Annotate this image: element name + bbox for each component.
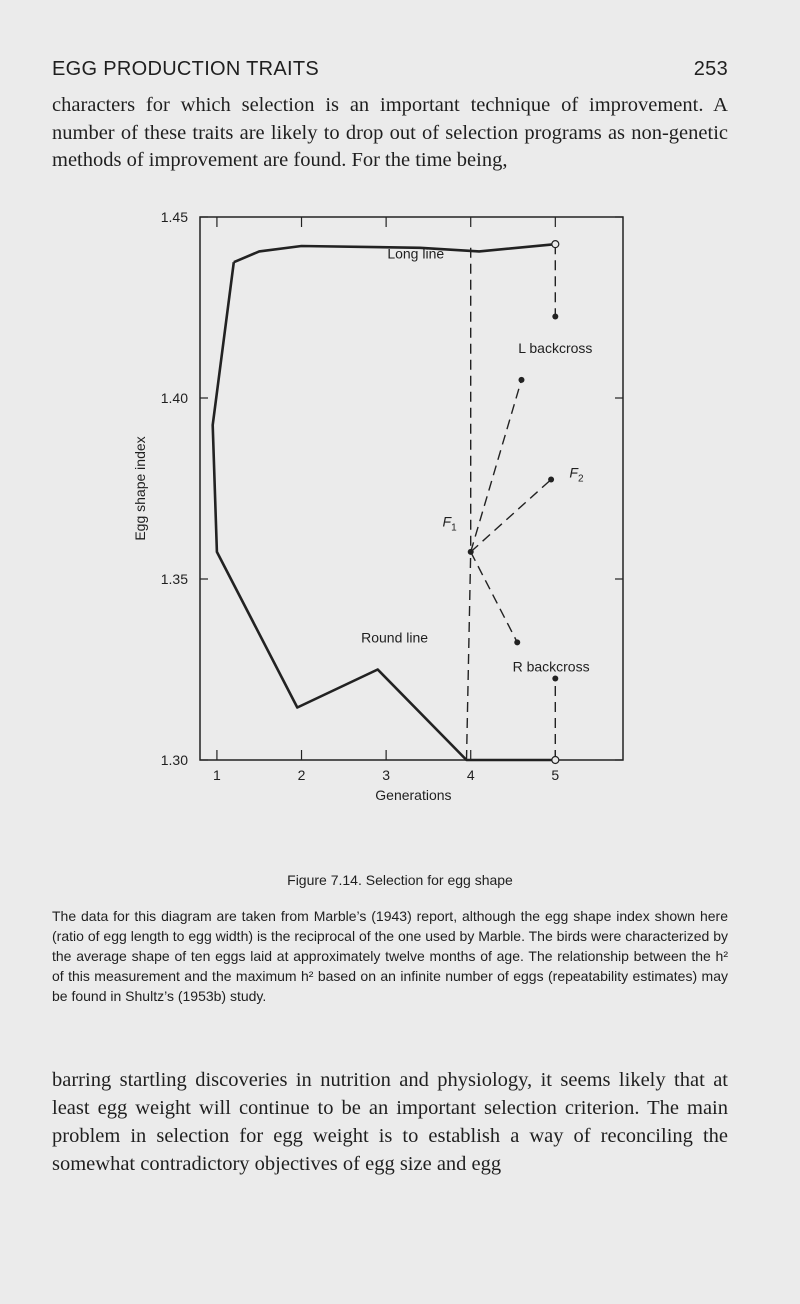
body-paragraph-top: characters for which selection is an important technique of improvement. A number of these traits are likely to drop out of selection programs as non-genetic methods of improvement are found. For the time being, [52, 94, 728, 171]
arrowhead [552, 676, 558, 682]
chart-annotation: Round line [361, 629, 429, 646]
y-tick-label: 1.40 [160, 390, 188, 406]
arrowhead [548, 476, 554, 482]
x-tick-label: 2 [297, 767, 306, 783]
series-line [471, 380, 522, 552]
annotation-subscript: 1 [451, 522, 457, 534]
plot-frame [200, 217, 623, 760]
chart-annotation: $F_1$ [442, 513, 457, 534]
y-axis-label: Egg shape index [132, 436, 148, 541]
y-tick-label: 1.45 [160, 209, 188, 225]
arrowhead [552, 314, 558, 320]
chart-annotation: R backcross [512, 658, 590, 675]
chart-annotation: Long line [387, 245, 445, 262]
x-tick-label: 1 [213, 767, 221, 783]
x-axis-label: Generations [375, 787, 452, 803]
series-line [471, 480, 551, 552]
y-tick-label: 1.35 [160, 571, 188, 587]
running-head [52, 58, 728, 81]
x-tick-label: 3 [382, 767, 391, 783]
endpoint-marker [552, 241, 559, 248]
y-tick-label: 1.30 [160, 752, 188, 768]
arrowhead [468, 549, 474, 555]
page-number: 253 [693, 58, 728, 80]
chart-annotation: $F_2$ [569, 464, 584, 485]
arrowhead [514, 639, 520, 645]
egg-shape-chart [130, 200, 630, 820]
series-line [213, 262, 556, 760]
arrowhead [518, 377, 524, 383]
endpoint-marker [552, 757, 559, 764]
body-paragraph-bottom: barring startling discoveries in nutrition and physiology, it seems likely that at least egg weight will continue to be an important selection criterion. The main problem in selection for egg weight is to establish a way of reconciling the somewhat contradictory objectives of egg size and egg [52, 1069, 728, 1175]
chapter-title: EGG PRODUCTION TRAITS [52, 58, 320, 80]
chart-annotation: L backcross [518, 339, 593, 356]
figure-caption-body: The data for this diagram are taken from Marble’s (1943) report, although the egg shape index shown here (ratio of egg length to egg width) is the reciprocal of the one used by Marble. The birds were characterized by the average shape of ten eggs laid at approximately twelve months of age. The relationship between the h² of this measurement and the maximum h² based on an infinite number of eggs (repeatability estimates) may be found in Shultz’s (1953b) study. [52, 908, 728, 1004]
x-tick-label: 4 [466, 767, 475, 783]
series-line [471, 552, 518, 643]
x-tick-label: 5 [551, 767, 560, 783]
annotation-subscript: 2 [577, 473, 584, 485]
series-line [467, 552, 471, 760]
figure-caption-title: Figure 7.14. Selection for egg shape [287, 872, 513, 888]
